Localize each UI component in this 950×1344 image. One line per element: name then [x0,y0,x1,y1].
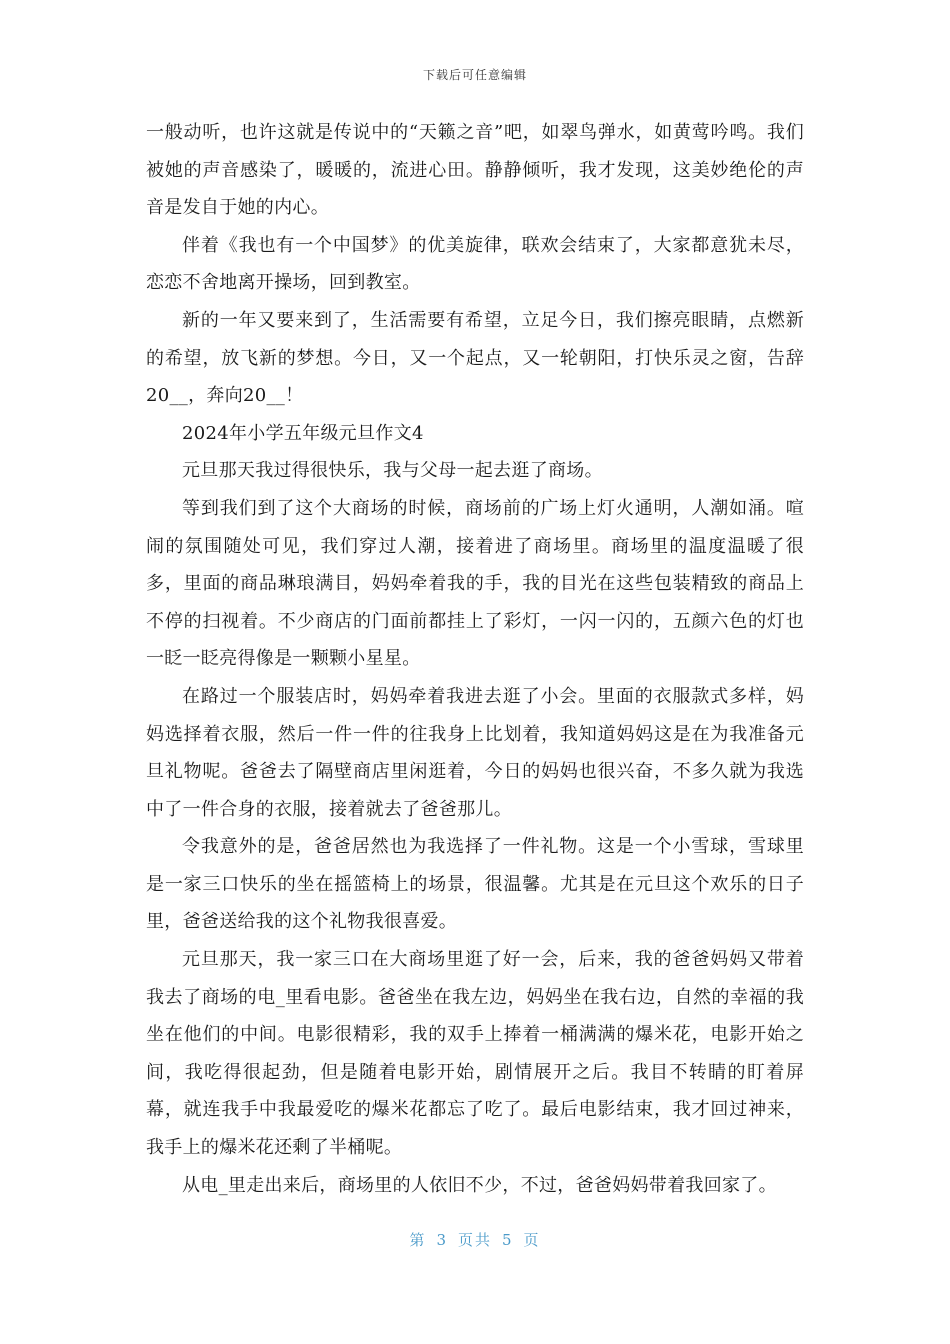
paragraph: 一般动听，也许这就是传说中的“天籁之音”吧，如翠鸟弹水，如黄莺吟鸣。我们被她的声音感染了，暖暖的，流进心田。静静倾听，我才发现，这美妙绝伦的声音是发自于她的内心。 [146,122,804,219]
footer-label-page: 第 [409,1231,427,1249]
paragraph: 在路过一个服装店时，妈妈牵着我进去逛了小会。里面的衣服款式多样，妈妈选择着衣服，然后一件一件的往我身上比划着，我知道妈妈这是在为我准备元旦礼物呢。爸爸去了隔壁商店里闲逛着，今日的妈妈也很兴奋，不多久就为我选中了一件合身的衣服，接着就去了爸爸那儿。 [146,685,804,820]
paragraph: 元旦那天我过得很快乐，我与父母一起去逛了商场。 [182,460,603,482]
paragraph: 新的一年又要来到了，生活需要有希望，立足今日，我们擦亮眼睛，点燃新的希望，放飞新的梦想。今日，又一个起点，又一轮朝阳，打快乐灵之窗，告辞20__，奔向20__！ [146,309,804,407]
page-footer [0,1229,950,1250]
footer-label-end: 页 [523,1231,541,1249]
page-header: 下载后可任意编辑 [422,68,527,82]
paragraph: 伴着《我也有一个中国梦》的优美旋律，联欢会结束了，大家都意犹未尽，恋恋不舍地离开操场，回到教室。 [146,234,804,294]
paragraph: 元旦那天，我一家三口在大商场里逛了好一会，后来，我的爸爸妈妈又带着我去了商场的电_里看电影。爸爸坐在我左边，妈妈坐在我右边，自然的幸福的我坐在他们的中间。电影很精彩，我的双手上捧着一桶满满的爆米花，电影开始之间，我吃得很起劲，但是随着电影开始，剧情展开之后。我目不转睛的盯着屏幕，就连我手中我最爱吃的爆米花都忘了吃了。最后电影结束，我才回过神来，我手上的爆米花还剩了半桶呢。 [146,949,804,1159]
section-title: 2024年小学五年级元旦作文4 [182,422,424,444]
total-page-count: 5 [502,1231,514,1249]
paragraph: 等到我们到了这个大商场的时候，商场前的广场上灯火通明，人潮如涌。喧闹的氛围随处可见，我们穿过人潮，接着进了商场里。商场里的温度温暖了很多，里面的商品琳琅满目，妈妈牵着我的手，我的目光在这些包装精致的商品上不停的扫视着。不少商店的门面前都挂上了彩灯，一闪一闪的，五颜六色的灯也一眨一眨亮得像是一颗颗小星星。 [146,497,804,670]
paragraph: 从电_里走出来后，商场里的人依旧不少，不过，爸爸妈妈带着我回家了。 [182,1174,777,1196]
footer-label-of: 页共 [457,1231,492,1249]
document-body [146,114,804,1204]
current-page-number: 3 [436,1231,448,1249]
paragraph: 令我意外的是，爸爸居然也为我选择了一件礼物。这是一个小雪球，雪球里是一家三口快乐的坐在摇篮椅上的场景，很温馨。尤其是在元旦这个欢乐的日子里，爸爸送给我的这个礼物我很喜爱。 [146,836,804,933]
